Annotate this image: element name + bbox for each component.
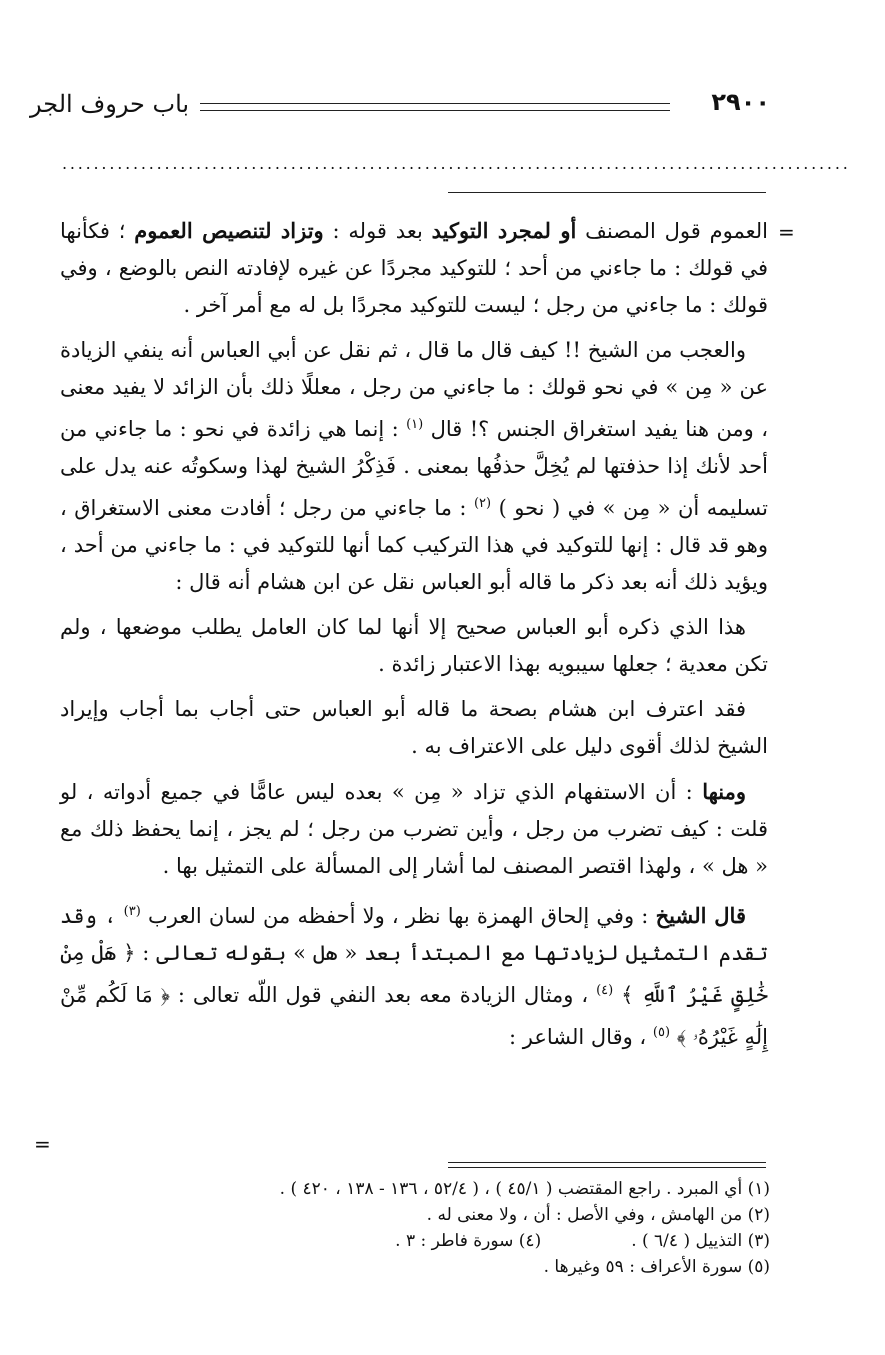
continuation-mark-top: = [778, 220, 795, 244]
text-run: : ما جاءني من رجل ؛ أفادت معنى الاستغراق ، وهو قد قال : إنها للتوكيد في هذا التركيب كما أنها للتوكيد في : ما جاءني من أحد ، ويؤيد ذلك أنه بعد ذكر ما قاله أبو العباس نقل عن ابن هشام أنه قال : [60, 496, 768, 594]
footnote-ref-3[interactable]: (٣) [123, 904, 141, 919]
footnote-1: (١) أي المبرد . راجع المقتضب ( ٤٥/١ ) ، ( ٥٢/٤ ، ١٣٦ - ١٣٨ ، ٤٢٠ ) . [279, 1179, 770, 1199]
paragraph-6 [60, 893, 768, 1056]
footnote-ref-1[interactable]: (١) [406, 417, 424, 432]
bold-term: أو لمجرد التوكيد [431, 218, 577, 243]
text-run: ، وقال الشاعر : [509, 1025, 653, 1049]
continuation-mark-bottom: = [34, 1132, 51, 1156]
paragraph-1 [60, 212, 768, 324]
dotted-separator: .................................................................................................... [62, 154, 851, 173]
text-run: ، وقد تقدم التمثيل لزيادتها مع المبتدأ بعد « هل » بقوله تعالى : ﴿ هَلْ مِنْ خَٰلِقٍ غَيْرُ ٱللَّهِ ﴾ [60, 904, 768, 1007]
paragraph-2 [60, 332, 768, 601]
footnote-ref-4[interactable]: (٤) [596, 983, 614, 998]
text-run: والعجب من الشيخ !! كيف قال ما قال ، ثم نقل عن أبي العباس أنه ينفي الزيادة عن « مِن » في نحو قولك : ما جاءني من رجل ، معللًا ذلك بأن الزائد لا يفيد معنى ، ومن هنا يفيد استغراق الجنس ؟! قال [60, 338, 769, 441]
footnote-4: (٤) سورة فاطر : ٣ . [395, 1231, 542, 1251]
footnote-3: (٣) التذييل ( ٦/٤ ) . [631, 1231, 770, 1251]
text-run: العموم قول المصنف [576, 219, 768, 243]
page-header [30, 88, 770, 124]
header-double-rule [200, 103, 670, 111]
footnote-double-rule [448, 1162, 766, 1168]
text-run: بعد قوله : [323, 219, 432, 243]
paragraph-4: فقد اعترف ابن هشام بصحة ما قاله أبو العباس حتى أجاب بما أجاب وإيراد الشيخ لذلك أقوى دليل على الاعتراف به . [60, 697, 768, 758]
page-number: ٢٩٠٠ [711, 88, 770, 116]
bold-term: ومنها [702, 779, 746, 804]
running-title: باب حروف الجر [30, 90, 190, 118]
bold-term: قال الشيخ [655, 903, 746, 928]
footnote-ref-2[interactable]: (٢) [473, 496, 492, 511]
section-rule [448, 192, 766, 193]
bold-term: وتزاد لتنصيص العموم [134, 218, 324, 243]
paragraph-5 [60, 773, 768, 885]
quotation-paragraph: هذا الذي ذكره أبو العباس صحيح إلا أنها لما كان العامل يطلب موضعها ، ولم تكن معدية ؛ جعلها سيبويه بهذا الاعتبار زائدة . [60, 615, 768, 676]
footnote-5: (٥) سورة الأعراف : ٥٩ وغيرها . [543, 1257, 770, 1277]
text-run: : أن الاستفهام الذي تزاد « مِن » بعده ليس عامًّا في جميع أدواته ، لو قلت : كيف تضرب من رجل ، وأين تضرب من رجل ؛ لم يجز ، إنما يحفظ ذلك مع « هل » ، ولهذا اقتصر المصنف لما أشار إلى المسألة على التمثيل بها . [60, 780, 768, 878]
text-run: ؛ فكأنها في قولك : ما جاءني من أحد ؛ للتوكيد مجردًا عن غيره لإفادته النص بالوضع ، وفي قولك : ما جاءني من رجل ؛ ليست للتوكيد مجردًا بل له مع أمر آخر . [60, 219, 768, 317]
footnote-2: (٢) من الهامش ، وفي الأصل : أن ، ولا معنى له . [426, 1205, 770, 1225]
footnote-ref-5[interactable]: (٥) [652, 1025, 671, 1040]
footnotes [150, 1176, 770, 1280]
text-run: : وفي إلحاق الهمزة بها نظر ، ولا أحفظه من لسان العرب [140, 904, 656, 928]
text-run: : إنما هي زائدة في نحو : ما جاءني من أحد لأنك إذا حذفتها لم يُخِلَّ حذفُها بمعنى . فَذِكْرُ الشيخ لهذا وسكوتُه عنه يدل على تسليمه أن « مِن » في ( نحو ) [60, 417, 768, 520]
text-run: ، ومثال الزيادة معه بعد النفي قول اللّه تعالى : ﴿ مَا لَكُم مِّنْ إِلَٰهٍ غَيْرُهُۥ ﴾ [60, 983, 768, 1049]
footnote-row [150, 1228, 770, 1254]
main-text [60, 212, 768, 1064]
